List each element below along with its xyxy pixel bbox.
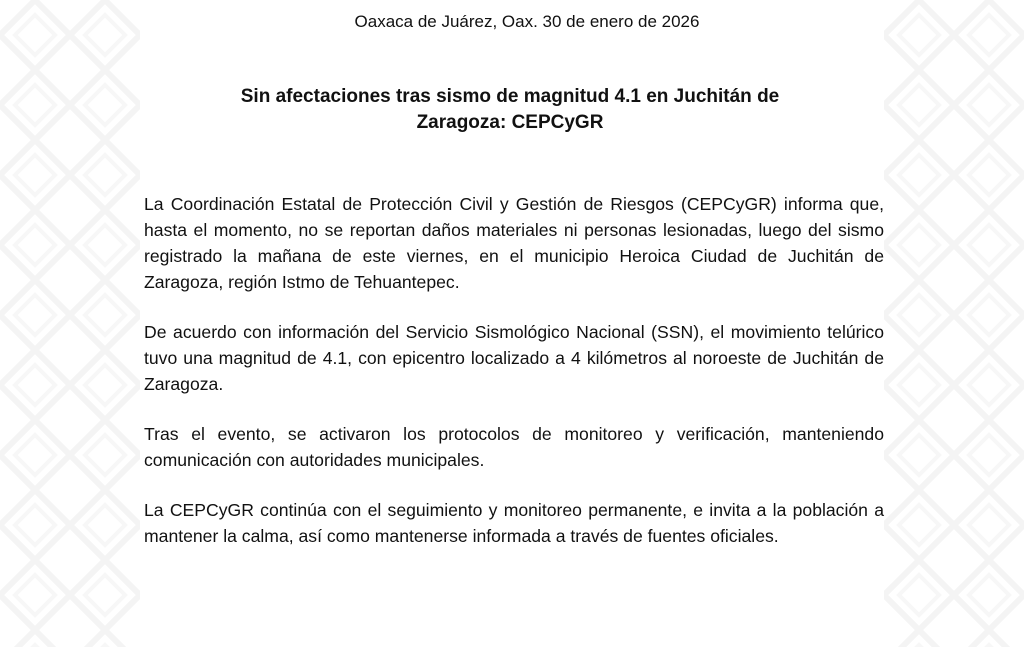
paragraph-2: De acuerdo con información del Servicio Sismológico Nacional (SSN), el movimiento telúrico tuvo una magnitud de 4.1, con epicentro localizado a 4 kilómetros al noroeste de Juchitán de Zaragoza. [144, 322, 884, 394]
paragraph-1: La Coordinación Estatal de Protección Civil y Gestión de Riesgos (CEPCyGR) informa que, hasta el momento, no se reportan daños materiales ni personas lesionadas, luego del sismo registrado la mañana de este viernes, en el municipio Heroica Ciudad de Juchitán de Zaragoza, región Istmo de Tehuantepec. [144, 194, 884, 292]
paragraph-4: La CEPCyGR continúa con el seguimiento y monitoreo permanente, e invita a la población a mantener la calma, así como mantenerse informada a través de fuentes oficiales. [144, 500, 884, 546]
headline-line-1: Sin afectaciones tras sismo de magnitud 4.1 en Juchitán de [240, 86, 780, 107]
decorative-pattern-right [884, 0, 1024, 647]
headline-line-2: Zaragoza: CEPCyGR [416, 112, 604, 133]
decorative-pattern-left [0, 0, 140, 647]
headline [170, 84, 850, 136]
dateline: Oaxaca de Juárez, Oax. 30 de enero de 2026 [354, 12, 700, 31]
paragraph-3: Tras el evento, se activaron los protocolos de monitoreo y verificación, manteniendo comunicación con autoridades municipales. [144, 424, 884, 470]
body-text [144, 191, 884, 573]
